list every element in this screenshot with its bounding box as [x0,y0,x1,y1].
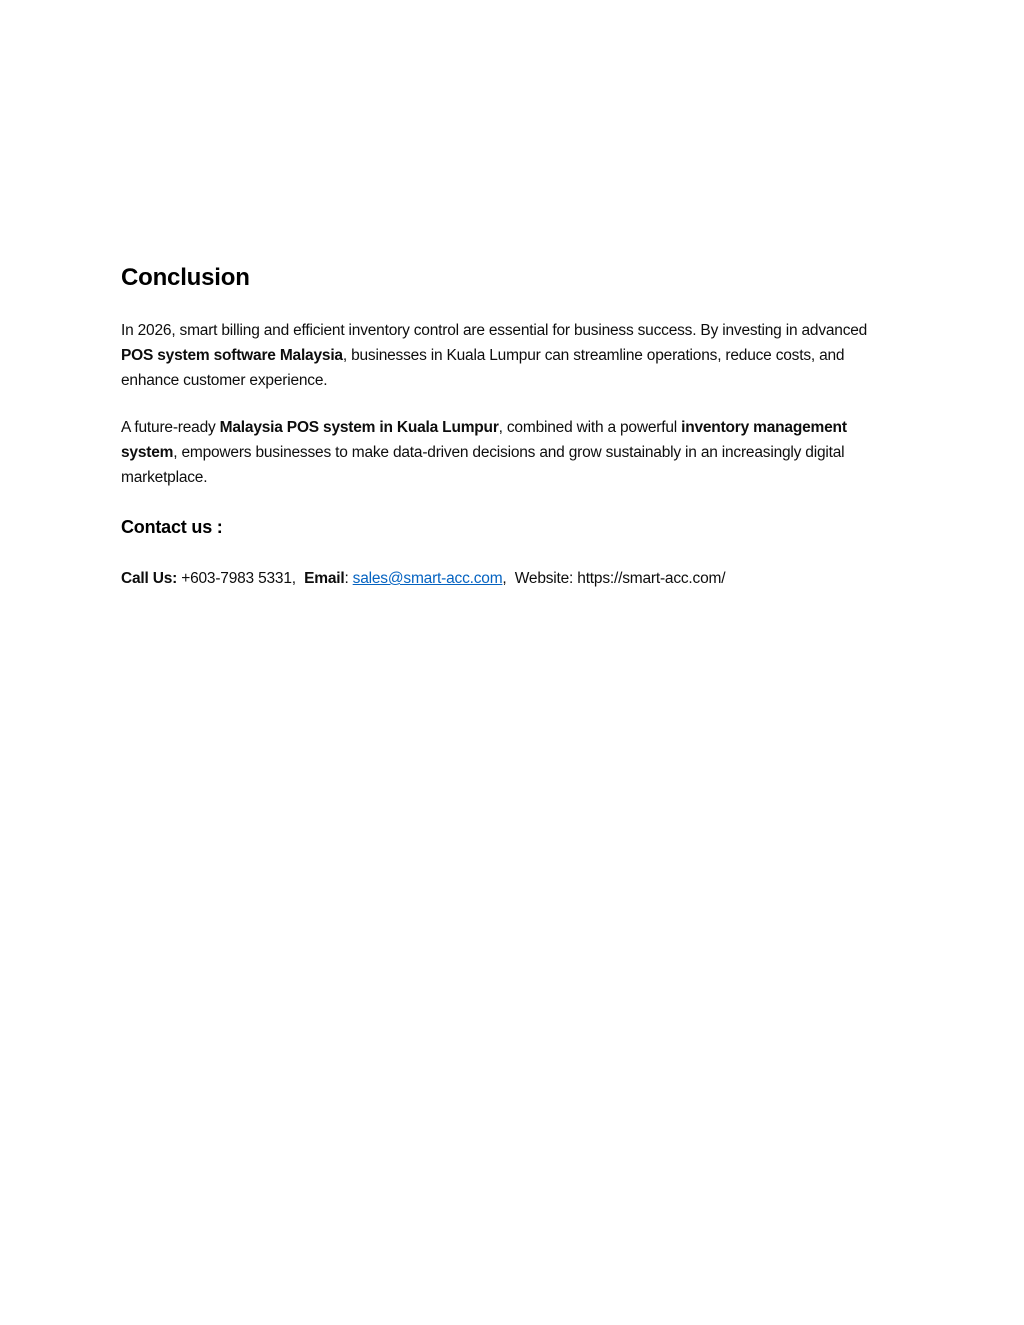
paragraph-1-text-end: , businesses in Kuala Lumpur can streamline operations, reduce costs, and enhance customer experience. [121,347,849,389]
paragraph-2 [121,415,893,490]
paragraph-2-bold-keyword-1: Malaysia POS system in Kuala Lumpur [219,419,499,436]
email-label: Email [304,570,345,587]
phone-number: +603-7983 5331, [177,570,305,587]
paragraph-2-bold-keyword-2: inventory management system [121,419,851,461]
call-us-label: Call Us: [121,570,178,587]
document-content [121,263,893,591]
paragraph-2-text-end: , empowers businesses to make data-driven decisions and grow sustainably in an increasingly digital marketplace. [121,444,849,486]
paragraph-2-text-start: A future-ready [121,419,220,436]
paragraph-1-text-start: In 2026, smart billing and efficient inventory control are essential for business success. By investing in advanced [121,322,872,339]
website-text: Website: https://smart-acc.com/ [514,570,726,587]
email-colon: : [344,570,353,587]
conclusion-heading: Conclusion [121,264,250,291]
contact-info-line [121,566,893,591]
paragraph-1-bold-keyword: POS system software Malaysia [121,347,343,364]
email-link[interactable]: sales@smart-acc.com [352,570,503,587]
paragraph-1 [121,318,893,393]
separator-after-email: , [502,570,515,587]
paragraph-2-text-mid: , combined with a powerful [498,419,682,436]
contact-us-heading: Contact us : [121,517,223,537]
